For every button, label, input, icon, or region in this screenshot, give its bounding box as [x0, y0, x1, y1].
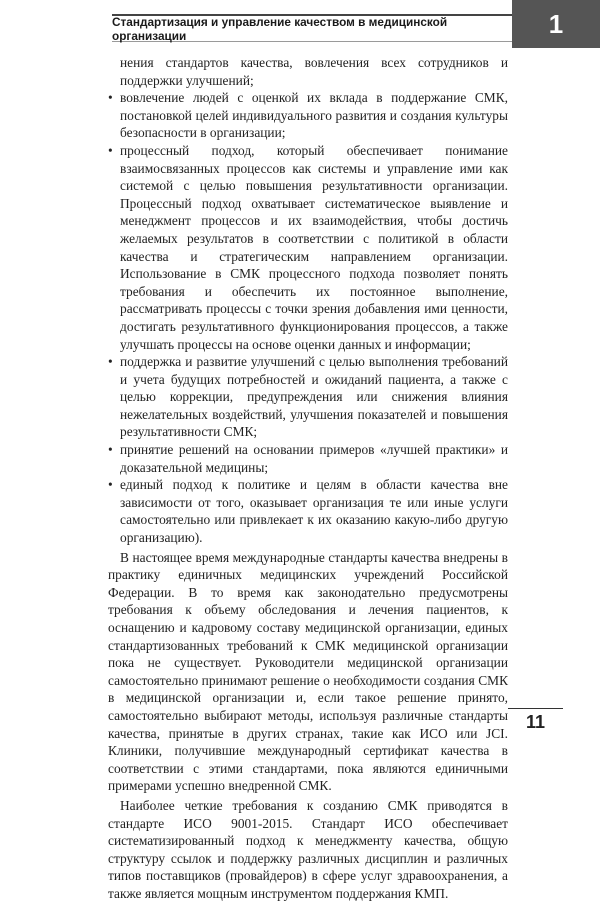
bullet-marker: •	[108, 90, 113, 106]
bullet-marker: •	[108, 354, 113, 370]
running-header-title: Стандартизация и управление качеством в медицинской организации	[112, 14, 448, 43]
list-item-text: процессный подход, который обеспечивает понимание взаимосвязанных процессов как системы и управление ими как системой с целью повышения результативности организации. Процессный подход охватывает систематическое выявление и менеджмент процессов и их взаимодействия, чтобы достичь желаемых результатов в соответствии с политикой в области качества и стратегическим направлением организации. Использование в СМК процессного подхода позволяет понять требования и обеспечить их постоянное выполнение, рассматривать процессы с точки зрения добавления ими ценности, достигать результативного функционирования процессов, а также улучшать процессы на основе оценки данных и информации;	[120, 142, 508, 352]
bullet-marker: •	[108, 477, 113, 493]
bullet-marker: •	[108, 442, 113, 458]
bullet-list	[108, 54, 508, 547]
list-item	[108, 441, 508, 476]
list-item-text: единый подход к политике и целям в области качества вне зависимости от того, оказывает организация те или иные услуги самостоятельно или привлекает к их оказанию какую-либо другую организацию).	[120, 477, 508, 546]
list-item	[108, 142, 508, 353]
chapter-tab	[512, 0, 600, 48]
list-item	[108, 89, 508, 142]
running-header	[112, 14, 512, 42]
list-item	[108, 353, 508, 441]
body-paragraph: Наиболее четкие требования к созданию СМК приводятся в стандарте ИСО 9001-2015. Стандарт ИСО обеспечивает систематизированный подход к менеджменту качества, общую структуру ссылок и поддержку различных дисциплин и различных типов поставщиков (провайдеров) в сфере услуг здравоохранения, а также является мощным инструментом поддержания КМП.	[108, 797, 508, 901]
chapter-number: 1	[548, 8, 564, 39]
list-item-text: нения стандартов качества, вовлечения всех сотрудников и поддержки улучшений;	[120, 55, 508, 88]
page-body	[108, 54, 508, 903]
list-item-text: вовлечение людей с оценкой их вклада в поддержание СМК, постановкой целей индивидуального развития и создания культуры безопасности в организации;	[120, 90, 508, 141]
page-number: 11	[525, 712, 546, 732]
list-item-text: поддержка и развитие улучшений с целью выполнения требований и учета будущих потребностей и ожиданий пациента, а также с целью коррекции, предупреждения или снижения влияния нежелательных воздействий, улучшения показателей и повышения результативности СМК;	[120, 354, 508, 440]
footer-rule	[508, 708, 563, 709]
body-paragraph: В настоящее время международные стандарты качества внедрены в практику единичных медицинских учреждений Российской Федерации. В то время как законодательно предусмотрены требования к объему обследования и лечения пациентов, к оснащению и кадровому составу медицинской организации, единых стандартизованных требований к СМК медицинской организации пока не существует. Руководители медицинской организации самостоятельно принимают решение о необходимости создания СМК в медицинской организации и, если такое решение принято, самостоятельно выбирают методы, используя различные стандарты качества, принятые в других странах, такие как ИСО или JCI. Клиники, получившие международный сертификат качества в соответствии с этими стандартами, пока являются единичными примерами успешно внедренной СМК.	[108, 549, 508, 794]
list-item	[108, 54, 508, 89]
list-item	[108, 476, 508, 546]
list-item-text: принятие решений на основании примеров «лучшей практики» и доказательной медицины;	[120, 442, 508, 475]
bullet-marker: •	[108, 142, 113, 158]
